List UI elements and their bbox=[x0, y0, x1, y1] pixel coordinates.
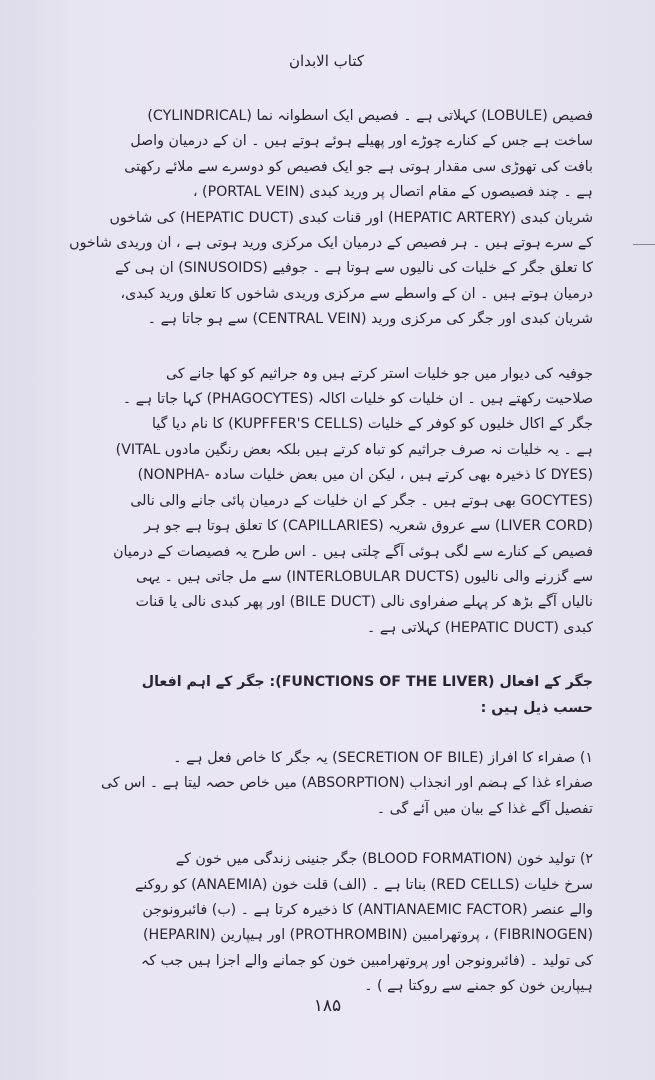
text-line: حسب ذیل ہیں : bbox=[480, 699, 593, 716]
text-line: کے سرے ہوتے ہیں ۔ ہر فصیص کے درمیان ایک مرکزی ورید ہوتی ہے ، ان وریدی شاخوں bbox=[69, 235, 593, 252]
margin-mark bbox=[633, 244, 655, 245]
text-line: کا تعلق جگر کے خلیات کی نالیوں سے ہوتا ہے ۔ جوفیے (SINUSOIDS) ان ہی کے bbox=[115, 260, 593, 277]
text-line: شریان کبدی (HEPATIC ARTERY) اور قنات کبدی (HEPATIC DUCT) کی شاخوں bbox=[109, 209, 593, 226]
text-line: صفراء غذا کے ہضم اور انجذاب (ABSORPTION) میں خاص حصہ لیتا ہے ۔ اس کی bbox=[101, 775, 593, 792]
text-line: کبدی (HEPATIC DUCT) کہلاتی ہے ۔ bbox=[367, 619, 593, 636]
text-line: والے عنصر (ANTIANAEMIC FACTOR) کا ذخیرہ کرتا ہے ۔ (ب) فائبرونوجن bbox=[142, 901, 593, 918]
text-line: سے گزرنے والی نالیوں (INTERLOBULAR DUCTS) سے مل جاتی ہیں ۔ یہی bbox=[135, 568, 593, 585]
text-line: تفصیل آگے غذا کے بیان میں آئے گی ۔ bbox=[376, 800, 593, 817]
text-line: صلاحیت رکھتے ہیں ۔ ان خلیات کو خلیات اکالہ (PHAGOCYTES) کہا جاتا ہے ۔ bbox=[122, 391, 593, 408]
text-line: بافت کی تھوڑی سی مقدار ہوتی ہے جو ایک فصیص کو دوسرے سے ملائے رکھتی bbox=[124, 158, 593, 175]
text-line: (DYES کا ذخیرہ بھی کرتے ہیں ، لیکن ان میں بعض خلیات سادہ -NONPHA) bbox=[137, 467, 593, 484]
paragraph-sinusoid-cells bbox=[60, 362, 593, 641]
text-line: فصیص کے کنارے سے لگی ہوئی آگے چلتی ہیں ۔ اس طرح یہ فصیصات کے درمیان bbox=[113, 543, 593, 560]
text-line: (LIVER CORD) سے عروق شعریہ (CAPILLARIES) کا تعلق ہوتا ہے جو ہر bbox=[144, 518, 593, 535]
text-line: شریان کبدی اور جگر کی مرکزی ورید (CENTRAL VEIN) سے ہو جاتا ہے ۔ bbox=[147, 311, 593, 328]
page-number: ۱۸۵ bbox=[313, 996, 342, 1016]
text-line: کی تولید ۔ (فائبرونوجن اور پروتھرامبین خون کو جمانے والے اجزا ہیں جب کہ bbox=[141, 952, 593, 969]
paragraph-lobule bbox=[60, 104, 593, 333]
text-line: (GOCYTES بھی ہوتے ہیں ۔ جگر کے ان خلیات کے درمیان پائی جانے والی نالی bbox=[130, 492, 593, 509]
text-line: فصیص (LOBULE) کہلاتی ہے ۔ فصیص ایک اسطوانہ نما (CYLINDRICAL) bbox=[147, 108, 593, 124]
text-line: نالیاں آگے بڑھ کر پہلے صفراوی نالی (BILE DUCT) اور پھر کبدی نالی یا قنات bbox=[135, 594, 593, 611]
list-item-bile-secretion bbox=[60, 746, 593, 822]
text-line: (FIBRINOGEN) ، پروتھرامبین (PROTHROMBIN) اور ہیپارین (HEPARIN) bbox=[142, 927, 593, 944]
running-header: کتاب الابدان bbox=[288, 52, 365, 70]
text-line: سرخ خلیات (RED CELLS) بناتا ہے ۔ (الف) قلت خون (ANAEMIA) کو روکنے bbox=[135, 876, 593, 893]
text-line: ہے ۔ یہ خلیات نہ صرف جراثیم کو تباہ کرتے ہیں بلکہ بعض رنگین مادوں VITAL) bbox=[115, 441, 593, 458]
section-heading-liver-functions bbox=[60, 670, 593, 721]
text-line: ساخت ہے جس کے کنارے چوڑے اور پھیلے ہوئے ہوتے ہیں ۔ ان کے درمیان واصل bbox=[130, 133, 593, 150]
text-line: جگر کے اکال خلیوں کو کوفر کے خلیات (KUPFFER'S CELLS) کا نام دیا گیا bbox=[152, 416, 593, 433]
list-item-blood-formation bbox=[60, 847, 593, 999]
text-line: ۱) صفراء کا افراز (SECRETION OF BILE) یہ جگر کا خاص فعل ہے ۔ bbox=[173, 749, 593, 766]
text-line: ہے ۔ چند فصیصوں کے مقام اتصال پر ورید کبدی (PORTAL VEIN) ، bbox=[192, 184, 593, 201]
text-line: جوفیہ کی دیوار میں جو خلیات استر کرتے ہیں وہ جراثیم کو کھا جانے کی bbox=[166, 365, 593, 382]
text-line: ۲) تولید خون (BLOOD FORMATION) جگر جنینی زندگی میں خون کے bbox=[175, 851, 593, 868]
text-line: درمیان ہوتے ہیں ۔ ان کے واسطے سے مرکزی وریدی شاخوں کا تعلق ورید کبدی، bbox=[120, 285, 593, 302]
text-line: ہیپارین خون کو جمنے سے روکتا ہے ) ۔ bbox=[364, 978, 593, 995]
text-line: جگر کے افعال (FUNCTIONS OF THE LIVER): جگر کے اہم افعال bbox=[141, 674, 593, 691]
